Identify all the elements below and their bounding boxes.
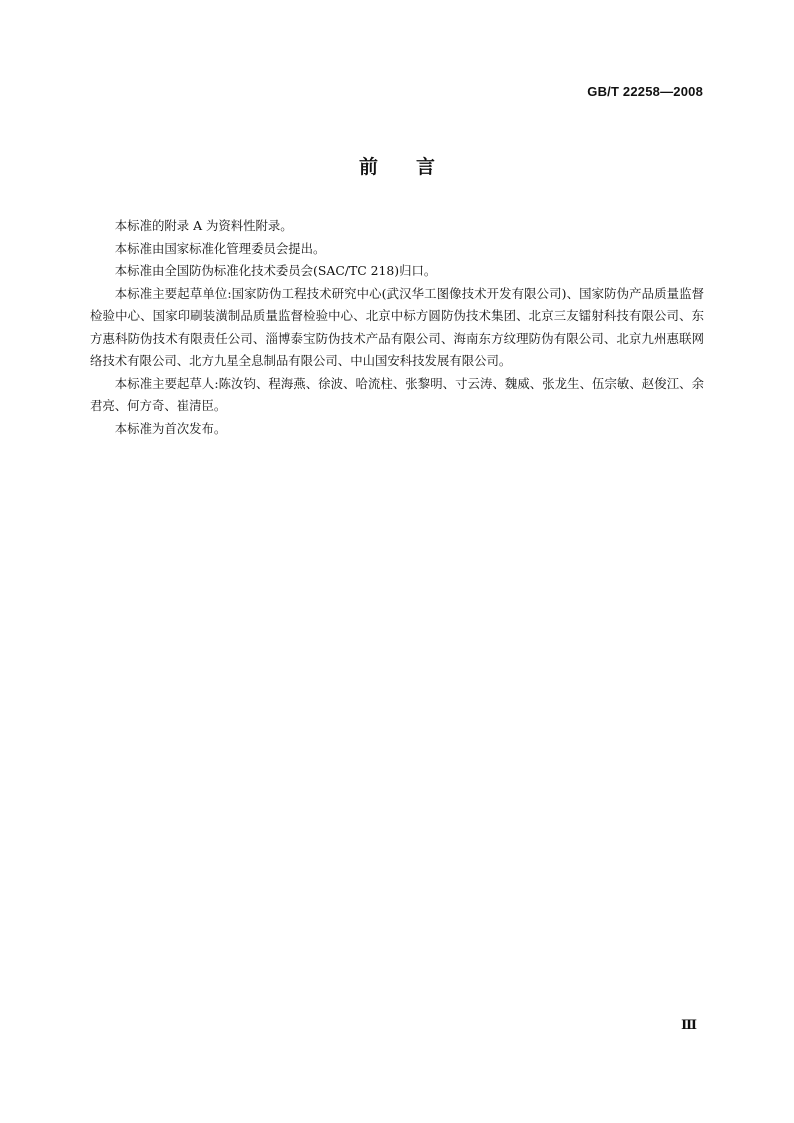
paragraph-appendix: 本标准的附录 A 为资料性附录。 [114, 218, 293, 233]
paragraph-first-release: 本标准为首次发布。 [114, 420, 227, 436]
standard-number: GB/T 22258—2008 [587, 84, 703, 99]
paragraph-drafters: 本标准主要起草人:陈汝钧、程海燕、徐波、哈流柱、张黎明、寸云涛、魏威、张龙生、伍宗敏、赵俊江、余君亮、何方奇、崔清臣。 [90, 375, 704, 413]
page-title: 前言 [358, 156, 473, 178]
paragraph-centralized: 本标准由全国防伪标准化技术委员会(SAC/TC 218)归口。 [114, 263, 437, 278]
paragraph-proposer: 本标准由国家标准化管理委员会提出。 [114, 240, 326, 256]
paragraph-drafting-units: 本标准主要起草单位:国家防伪工程技术研究中心(武汉华工图像技术开发有限公司)、国家防伪产品质量监督检验中心、国家印刷装潢制品质量监督检验中心、北京中标方圆防伪技术集团、北京三友镭射科技有限公司、东方惠科防伪技术有限责任公司、淄博泰宝防伪技术产品有限公司、海南东方纹理防伪有限公司、北京九州惠联网络技术有限公司、北方九星全息制品有限公司、中山国安科技发展有限公司。 [90, 285, 704, 368]
page-number: Ⅲ [681, 1018, 697, 1033]
foreword-body [90, 215, 704, 440]
